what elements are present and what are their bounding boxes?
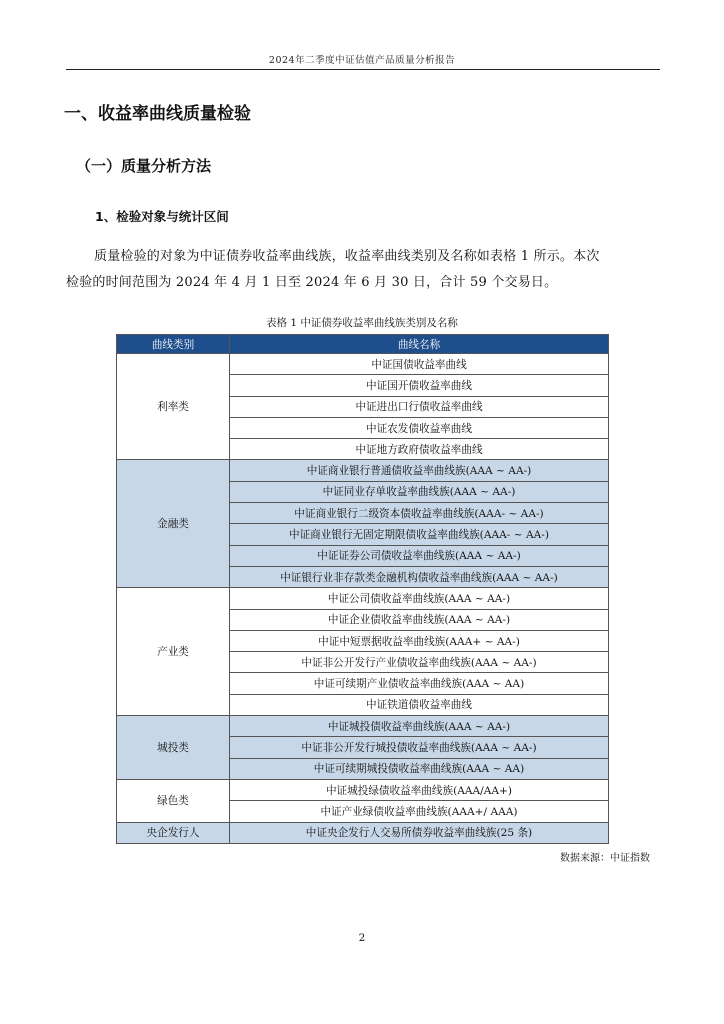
page-number: 2 [358,932,366,944]
curve-name-cell: 中证同业存单收益率曲线族(AAA ~ AA-) [230,481,609,502]
table-row [117,822,609,843]
category-cell: 金融类 [117,460,230,588]
category-cell: 城投类 [117,716,230,780]
curve-name-cell: 中证非公开发行产业债收益率曲线族(AAA ~ AA-) [230,652,609,673]
curve-name-cell: 中证可续期产业债收益率曲线族(AAA ~ AA) [230,673,609,694]
paragraph-line-1: 质量检验的对象为中证债券收益率曲线族，收益率曲线类别及名称如表格 1 所示。本次 [94,249,600,264]
curve-name-cell: 中证地方政府债收益率曲线 [230,439,609,460]
category-cell: 央企发行人 [117,822,230,843]
curve-name-cell: 中证商业银行无固定期限债收益率曲线族(AAA- ~ AA-) [230,524,609,545]
table-row [117,460,609,481]
curve-name-cell: 中证商业银行二级资本债收益率曲线族(AAA- ~ AA-) [230,503,609,524]
body-paragraph [66,244,660,296]
paragraph-line-2: 检验的时间范围为 2024 年 4 月 1 日至 2024 年 6 月 30 日，合计 59 个交易日。 [66,275,558,290]
table-body [117,354,609,844]
subsection-title: （一）质量分析方法 [76,157,212,175]
curve-name-cell: 中证中短票据收益率曲线族(AAA+ ~ AA-) [230,630,609,651]
curve-name-cell: 中证可续期城投债收益率曲线族(AAA ~ AA) [230,758,609,779]
curve-name-cell: 中证农发债收益率曲线 [230,417,609,438]
curve-name-cell: 中证非公开发行城投债收益率曲线族(AAA ~ AA-) [230,737,609,758]
curve-name-cell: 中证企业债收益率曲线族(AAA ~ AA-) [230,609,609,630]
curve-name-cell: 中证产业绿债收益率曲线族(AAA+/ AAA) [230,801,609,822]
data-source: 数据来源：中证指数 [560,853,650,864]
page-header: 2024年二季度中证估值产品质量分析报告 [268,55,456,66]
table-header-row [117,335,609,354]
table-caption: 表格 1 中证债券收益率曲线族类别及名称 [266,317,458,329]
table-row [117,588,609,609]
table-row [117,354,609,375]
curve-name-cell: 中证国债收益率曲线 [230,354,609,375]
header-category: 曲线类别 [117,335,230,354]
table-row [117,716,609,737]
category-cell: 绿色类 [117,779,230,822]
curve-name-cell: 中证铁道债收益率曲线 [230,694,609,715]
curve-name-cell: 中证国开债收益率曲线 [230,375,609,396]
subsubsection-title: 1、检验对象与统计区间 [95,209,229,224]
curve-name-cell: 中证央企发行人交易所债券收益率曲线族(25 条) [230,822,609,843]
category-cell: 利率类 [117,354,230,460]
section-title: 一、收益率曲线质量检验 [64,104,251,124]
curve-name-cell: 中证证券公司债收益率曲线族(AAA ~ AA-) [230,545,609,566]
curve-name-cell: 中证城投债收益率曲线族(AAA ~ AA-) [230,716,609,737]
curve-name-cell: 中证公司债收益率曲线族(AAA ~ AA-) [230,588,609,609]
category-cell: 产业类 [117,588,230,716]
header-rule [66,69,660,70]
curve-name-cell: 中证城投绿债收益率曲线族(AAA/AA+) [230,779,609,800]
curve-name-cell: 中证进出口行债收益率曲线 [230,396,609,417]
curve-table [116,334,609,844]
curve-name-cell: 中证银行业非存款类金融机构债收益率曲线族(AAA ~ AA-) [230,566,609,587]
curve-name-cell: 中证商业银行普通债收益率曲线族(AAA ~ AA-) [230,460,609,481]
header-curve-name: 曲线名称 [230,335,609,354]
table-row [117,779,609,800]
